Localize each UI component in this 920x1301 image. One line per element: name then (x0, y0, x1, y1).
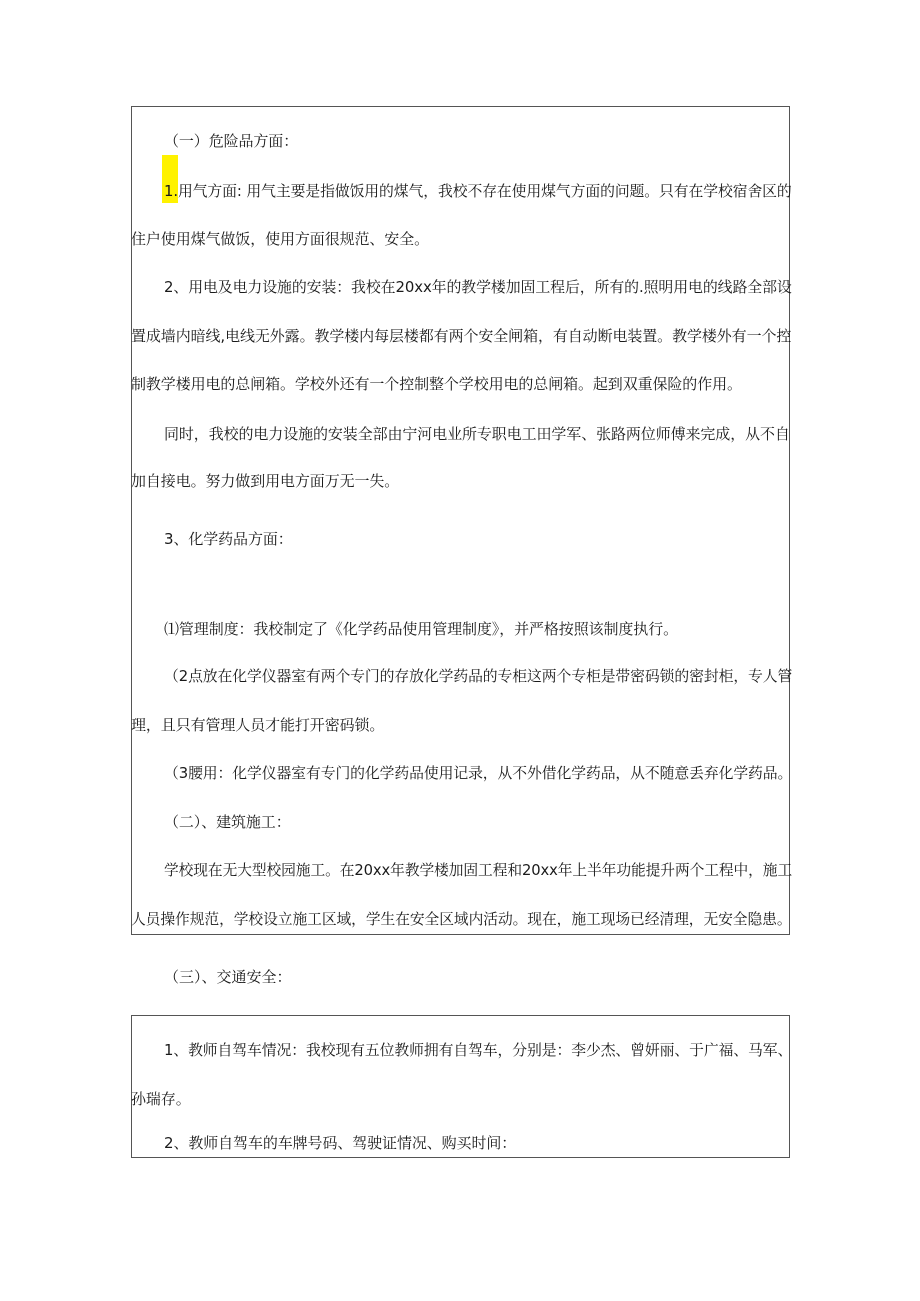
section-heading-hazardous-goods: （一）危险品方面： (164, 132, 299, 150)
section-heading-traffic: （三）、交通安全： (164, 968, 292, 986)
paragraph-electric-cont-line1: 同时，我校的电力设施的安装全部由宁河电业所专职电工田学军、张路两位师傅来完成，从不自 (164, 425, 790, 443)
paragraph-construction-line2: 人员操作规范，学校设立施工区域，学生在安全区域内活动。现在，施工现场已经清理，无安全隐患。 (131, 910, 792, 928)
paragraph-chem-usage: （3腰用：化学仪器室有专门的化学药品使用记录，从不外借化学药品，从不随意丢弃化学药品。 (164, 764, 793, 782)
paragraph-chem-management: ⑴管理制度：我校制定了《化学药品使用管理制度》，并严格按照该制度执行。 (164, 620, 679, 638)
paragraph-electric-line1: 2、用电及电力设施的安装：我校在20xx年的教学楼加固工程后，所有的.照明用电的线路全部设 (164, 278, 792, 296)
paragraph-car-details: 2、教师自驾车的车牌号码、驾驶证情况、购买时间： (164, 1134, 517, 1152)
paragraph-electric-line2: 置成墙内暗线,电线无外露。教学楼内每层楼都有两个安全闸箱，有自动断电装置。教学楼外有一个控 (131, 327, 792, 345)
paragraph-gas-line1: 1.用气方面: 用气主要是指做饭用的煤气，我校不存在使用煤气方面的问题。只有在学校宿舍区的 (164, 182, 792, 200)
section-heading-construction: （二）、建筑施工： (164, 813, 291, 831)
paragraph-chem-storage-line2: 理，且只有管理人员才能打开密码锁。 (131, 716, 385, 734)
paragraph-teacher-cars-line2: 孙瑞存。 (131, 1090, 191, 1108)
paragraph-chem-storage-line1: （2点放在化学仪器室有两个专门的存放化学药品的专柜这两个专柜是带密码锁的密封柜，专人管 (164, 667, 793, 685)
paragraph-teacher-cars-line1: 1、教师自驾车情况：我校现有五位教师拥有自驾车，分别是：李少杰、曾妍丽、于广福、马军、 (164, 1041, 793, 1059)
subheading-chemicals: 3、化学药品方面： (164, 530, 293, 548)
paragraph-construction-line1: 学校现在无大型校园施工。在20xx年教学楼加固工程和20xx年上半年功能提升两个工程中，施工 (164, 861, 793, 879)
paragraph-gas-line2: 住户使用煤气做饭，使用方面很规范、安全。 (131, 230, 430, 248)
paragraph-electric-cont-line2: 加自接电。努力做到用电方面万无一失。 (131, 472, 400, 490)
paragraph-electric-line3: 制教学楼用电的总闸箱。学校外还有一个控制整个学校用电的总闸箱。起到双重保险的作用。 (131, 375, 742, 393)
